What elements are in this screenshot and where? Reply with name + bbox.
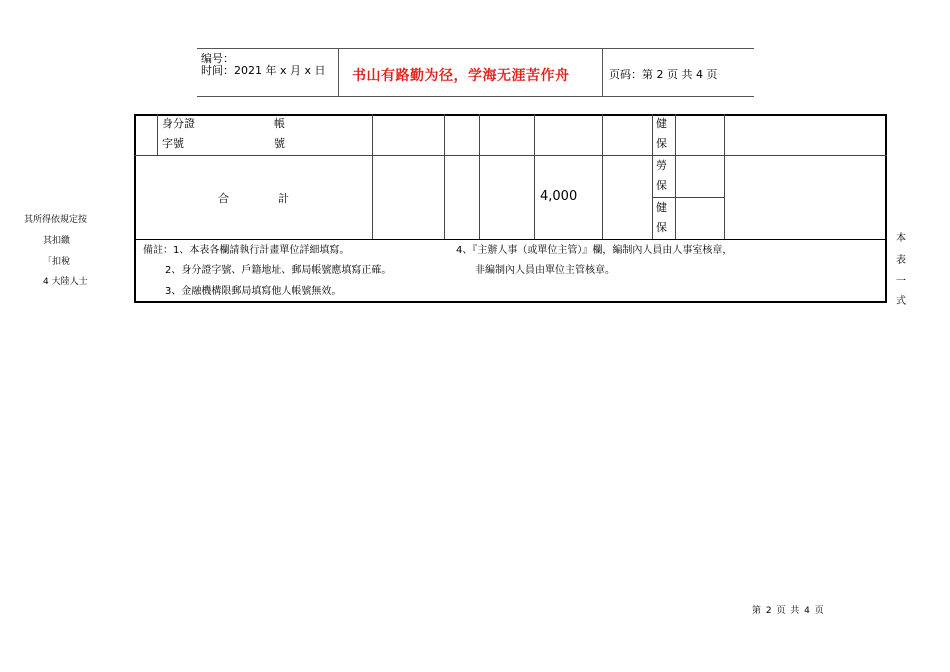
right-margin-char-1: 本: [896, 233, 906, 244]
right-margin-char-2: 表: [896, 255, 906, 266]
col-divider-c: [372, 114, 373, 239]
col-divider-i: [675, 114, 676, 239]
right-margin-char-3: 一: [896, 276, 906, 287]
note-1: 備註：1、本表各欄請執行計畫單位詳細填寫。: [143, 245, 350, 256]
header-divider-right: [602, 48, 603, 96]
header-motto: 书山有路勤为径，学海无涯苦作舟: [352, 68, 570, 84]
health-insurance-label-2b: 保: [656, 221, 667, 234]
total-label-1: 合: [218, 192, 229, 205]
total-amount: 4,000: [540, 189, 578, 204]
insurance-subrow-divider: [652, 197, 724, 198]
col-divider-d: [444, 114, 445, 239]
col-divider-j: [724, 114, 725, 239]
note-3: 3、金融機構限郵局填寫他人帳號無效。: [165, 286, 342, 297]
note-4: 4、『主辦人事（或單位主管）』欄，編制內人員由人事室核章，: [456, 245, 733, 256]
row-divider-1: [134, 155, 887, 156]
account-label-line1: 帳: [274, 117, 285, 130]
header-bottom-rule: [197, 96, 754, 97]
total-label-2: 計: [278, 192, 289, 205]
labor-insurance-label-b: 保: [656, 179, 667, 192]
left-margin-line-3: 「扣稅: [43, 257, 71, 267]
row-divider-notes: [134, 239, 887, 240]
right-margin-char-4: 式: [896, 296, 906, 307]
col-divider-h: [652, 114, 653, 239]
document-date: 时间：2021 年 x 月 x 日: [201, 64, 326, 77]
id-card-label-line1: 身分證: [162, 117, 195, 130]
document-number-label: 编号：: [201, 52, 234, 65]
left-margin-line-4: 4 大陸人士: [43, 277, 88, 287]
id-card-label-line2: 字號: [162, 137, 184, 150]
footer-page-number: 第 2 页 共 4 页: [752, 606, 825, 616]
health-insurance-label-1a: 健: [656, 117, 667, 130]
note-2: 2、身分證字號、戶籍地址、郵局帳號應填寫正確。: [165, 265, 392, 276]
left-margin-line-1: 其所得依規定按: [24, 215, 88, 225]
header-top-rule: [197, 48, 754, 49]
col-divider-g: [602, 114, 603, 239]
col-divider-a: [157, 114, 158, 155]
note-4-continued: 非編制內人員由單位主管核章。: [475, 265, 615, 276]
col-divider-e: [479, 114, 480, 239]
health-insurance-label-2a: 健: [656, 201, 667, 214]
left-margin-line-2: 其扣繳: [43, 236, 71, 246]
labor-insurance-label-a: 勞: [656, 159, 667, 172]
health-insurance-label-1b: 保: [656, 137, 667, 150]
account-label-line2: 號: [274, 137, 285, 150]
col-divider-f: [534, 114, 535, 239]
header-page-code: 页码：第 2 页 共 4 页: [609, 68, 718, 81]
header-divider-left: [338, 48, 339, 96]
